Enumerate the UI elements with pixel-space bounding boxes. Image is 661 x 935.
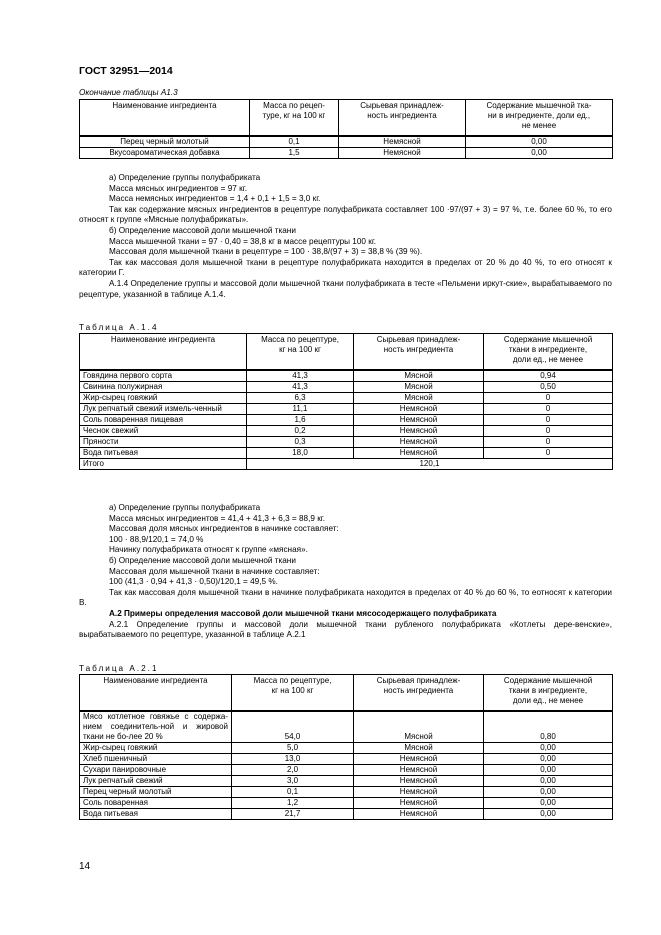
table-a14-caption: Таблица А.1.4 <box>79 323 159 332</box>
table-cell: 18,0 <box>247 447 354 458</box>
table-cell: 0 <box>484 414 613 425</box>
table-row <box>80 786 613 797</box>
table-cell: 0,50 <box>484 381 613 392</box>
table-cell: Немясной <box>354 764 484 775</box>
table-cell: 0 <box>484 436 613 447</box>
table-cell: 0,00 <box>484 797 613 808</box>
table-cell: Немясной <box>339 147 466 158</box>
table-cell: 0,00 <box>484 786 613 797</box>
table-cell: Перец черный молотый <box>80 136 250 148</box>
table-cell: 0,00 <box>466 136 613 148</box>
table-cell: 5,0 <box>232 742 354 753</box>
text-block-1 <box>79 173 612 300</box>
table-a21 <box>79 674 613 820</box>
table-cell: Соль поваренная <box>80 797 232 808</box>
column-header: Сырьевая принадлеж- ность ингредиента <box>354 675 484 711</box>
column-header: Наименование ингредиента <box>80 675 232 711</box>
table-row <box>80 764 613 775</box>
column-header: Сырьевая принадлеж- ность ингредиента <box>339 100 466 136</box>
paragraph: а) Определение группы полуфабриката <box>109 503 261 512</box>
table-row <box>80 136 613 148</box>
table-cell: Лук репчатый свежий измель-ченный <box>80 403 247 414</box>
table-cell: Соль поваренная пищевая <box>80 414 247 425</box>
table-cell: 2,0 <box>232 764 354 775</box>
table-a21-caption: Таблица А.2.1 <box>79 664 159 673</box>
table-cell: Жир-сырец говяжий <box>80 392 247 403</box>
table-cell: 0,00 <box>484 753 613 764</box>
table-cell: Вкусоароматическая добавка <box>80 147 250 158</box>
table-row <box>80 414 613 425</box>
table-cell: Немясной <box>354 753 484 764</box>
table-cell: 13,0 <box>232 753 354 764</box>
table-cell: Чеснок свежий <box>80 425 247 436</box>
table-row <box>80 447 613 458</box>
table-row <box>80 742 613 753</box>
table-cell: Вода питьевая <box>80 447 247 458</box>
table-cell: Лук репчатый свежий <box>80 775 232 786</box>
table-cell: 1,2 <box>232 797 354 808</box>
table-row <box>80 797 613 808</box>
table-row <box>80 403 613 414</box>
paragraph: 100 · 88,9/120,1 = 74,0 % <box>109 534 204 544</box>
column-header: Содержание мышечной ткани в ингредиенте, доли ед., не менее <box>484 675 613 711</box>
table-cell: Немясной <box>354 436 484 447</box>
table-cell: 0,00 <box>466 147 613 158</box>
table-total-row <box>80 458 613 469</box>
table-cell: Немясной <box>339 136 466 148</box>
table-cell: Мясо котлетное говяжье с содержа-нием соединитель-ной и жировой ткани не бо-лее 20 % <box>80 711 232 743</box>
paragraph: Масса мясных ингредиентов = 41,4 + 41,3 + 6,3 = 88,9 кг. <box>109 513 326 523</box>
table-cell: Немясной <box>354 786 484 797</box>
paragraph: б) Определение массовой доли мышечной ткани <box>109 555 296 565</box>
column-header: Масса по рецептуре, кг на 100 кг <box>247 334 354 370</box>
paragraph: Так как массовая доля мышечной ткани в начинке полуфабриката находится в пределах от 40 % до 60 %, то еотносят к категории В. <box>79 587 612 608</box>
table-row <box>80 425 613 436</box>
table-cell: 0 <box>484 403 613 414</box>
column-header: Масса по рецеп- туре, кг на 100 кг <box>250 100 339 136</box>
table-cell: 0 <box>484 447 613 458</box>
table-cell: 6,3 <box>247 392 354 403</box>
table-a14 <box>79 333 613 470</box>
table-header-row <box>80 100 613 136</box>
table-cell: 0,00 <box>484 764 613 775</box>
table-cell: 0,2 <box>247 425 354 436</box>
table-cell: Вода питьевая <box>80 808 232 819</box>
table-cell: 0,3 <box>247 436 354 447</box>
table-cell: Пряности <box>80 436 247 447</box>
table-cell: Немясной <box>354 447 484 458</box>
table-row <box>80 808 613 819</box>
table-cell: 0,00 <box>484 742 613 753</box>
table-cell: 1,5 <box>250 147 339 158</box>
table-cell: 0,00 <box>484 775 613 786</box>
table-cell: Немясной <box>354 403 484 414</box>
column-header: Масса по рецептуре, кг на 100 кг <box>232 675 354 711</box>
table-row <box>80 711 613 743</box>
table-cell: 0,1 <box>232 786 354 797</box>
column-header: Содержание мышечной ткани в ингредиенте, доли ед., не менее <box>484 334 613 370</box>
paragraph: Начинку полуфабриката относят к группе «мясная». <box>109 545 308 555</box>
table-header-row <box>80 334 613 370</box>
table-cell: 0 <box>484 425 613 436</box>
column-header: Наименование ингредиента <box>80 334 247 370</box>
table-cell: 11,1 <box>247 403 354 414</box>
paragraph: Массовая доля мышечной ткани в начинке составляет: <box>109 566 320 576</box>
column-header: Наименование ингредиента <box>80 100 250 136</box>
table-a13 <box>79 99 613 159</box>
table-row <box>80 753 613 764</box>
column-header: Сырьевая принадлеж- ность ингредиента <box>354 334 484 370</box>
table-cell: Мясной <box>354 742 484 753</box>
table-cell: 41,3 <box>247 381 354 392</box>
section-heading: А.2 Примеры определения массовой доли мышечной ткани мясосодержащего полуфабриката <box>109 608 497 618</box>
total-label: Итого <box>80 458 247 469</box>
paragraph: Масса мясных ингредиентов = 97 кг. <box>109 183 247 193</box>
table-row <box>80 381 613 392</box>
column-header: Содержание мышечной тка- ни в ингредиенте, доли ед., не менее <box>466 100 613 136</box>
table-cell: 3,0 <box>232 775 354 786</box>
table-cell: Свинина полужирная <box>80 381 247 392</box>
table-cell: Мясной <box>354 370 484 382</box>
page-number: 14 <box>79 861 91 872</box>
table-cell: 54,0 <box>232 711 354 743</box>
paragraph: Масса мышечной ткани = 97 · 0,40 = 38,8 кг в массе рецептуры 100 кг. <box>109 236 377 246</box>
table-cell: Немясной <box>354 425 484 436</box>
table-row <box>80 370 613 382</box>
paragraph: Так как массовая доля мышечной ткани в рецептуре полуфабриката находится в пределах от 20 % до 40 %, то его относят к категории Г. <box>79 257 612 278</box>
table-cell: 41,3 <box>247 370 354 382</box>
table-cell: Мясной <box>354 381 484 392</box>
paragraph: Масса немясных ингредиентов = 1,4 + 0,1 + 1,5 = 3,0 кг. <box>109 194 321 204</box>
table-cell: 0,00 <box>484 808 613 819</box>
table-cell: Немясной <box>354 808 484 819</box>
table-a13-caption: Окончание таблицы А1.3 <box>79 88 178 97</box>
table-cell: Немясной <box>354 775 484 786</box>
table-cell: 0,1 <box>250 136 339 148</box>
table-cell: Говядина первого сорта <box>80 370 247 382</box>
table-row <box>80 436 613 447</box>
table-row <box>80 392 613 403</box>
text-block-2 <box>79 503 612 641</box>
table-row <box>80 775 613 786</box>
table-cell: Жир-сырец говяжий <box>80 742 232 753</box>
table-cell: 0,94 <box>484 370 613 382</box>
total-value: 120,1 <box>247 458 613 469</box>
table-cell: 21,7 <box>232 808 354 819</box>
table-cell: Мясной <box>354 711 484 743</box>
paragraph: Массовая доля мышечной ткани в рецептуре = 100 · 38,8/(97 + 3) = 38,8 % (39 %). <box>109 247 423 257</box>
table-row <box>80 147 613 158</box>
paragraph: А.2.1 Определение группы и массовой доли мышечной ткани рубленого полуфабриката «Котлеты дере-венские», вырабатываемого по рецептуре, указанной в таблице А.2.1 <box>79 619 612 640</box>
table-cell: 0,80 <box>484 711 613 743</box>
table-cell: Хлеб пшеничный <box>80 753 232 764</box>
table-cell: Сухари панировочные <box>80 764 232 775</box>
paragraph: 100 (41,3 · 0,94 + 41,3 · 0,50)/120,1 = 49,5 %. <box>109 577 278 587</box>
paragraph: б) Определение массовой доли мышечной ткани <box>109 225 296 235</box>
paragraph: А.1.4 Определение группы и массовой доли мышечной ткани полуфабриката в тесте «Пельмени иркут-ские», вырабатываемого по рецептуре, указанной в таблице А.1.4. <box>79 278 612 299</box>
document-code: ГОСТ 32951—2014 <box>79 65 173 77</box>
table-header-row <box>80 675 613 711</box>
table-cell: Немясной <box>354 797 484 808</box>
table-cell: 1,6 <box>247 414 354 425</box>
paragraph: Так как содержание мясных ингредиентов в рецептуре полуфабриката составляет 100 ·97/(97 + 3) = 97 %, т.е. более 60 %, то его относят к группе «Мясные полуфабрикаты». <box>79 204 612 225</box>
table-cell: Мясной <box>354 392 484 403</box>
table-cell: Перец черный молотый <box>80 786 232 797</box>
paragraph: а) Определение группы полуфабриката <box>109 173 261 182</box>
paragraph: Массовая доля мясных ингредиентов в начинке составляет: <box>109 524 339 534</box>
table-cell: Немясной <box>354 414 484 425</box>
table-cell: 0 <box>484 392 613 403</box>
